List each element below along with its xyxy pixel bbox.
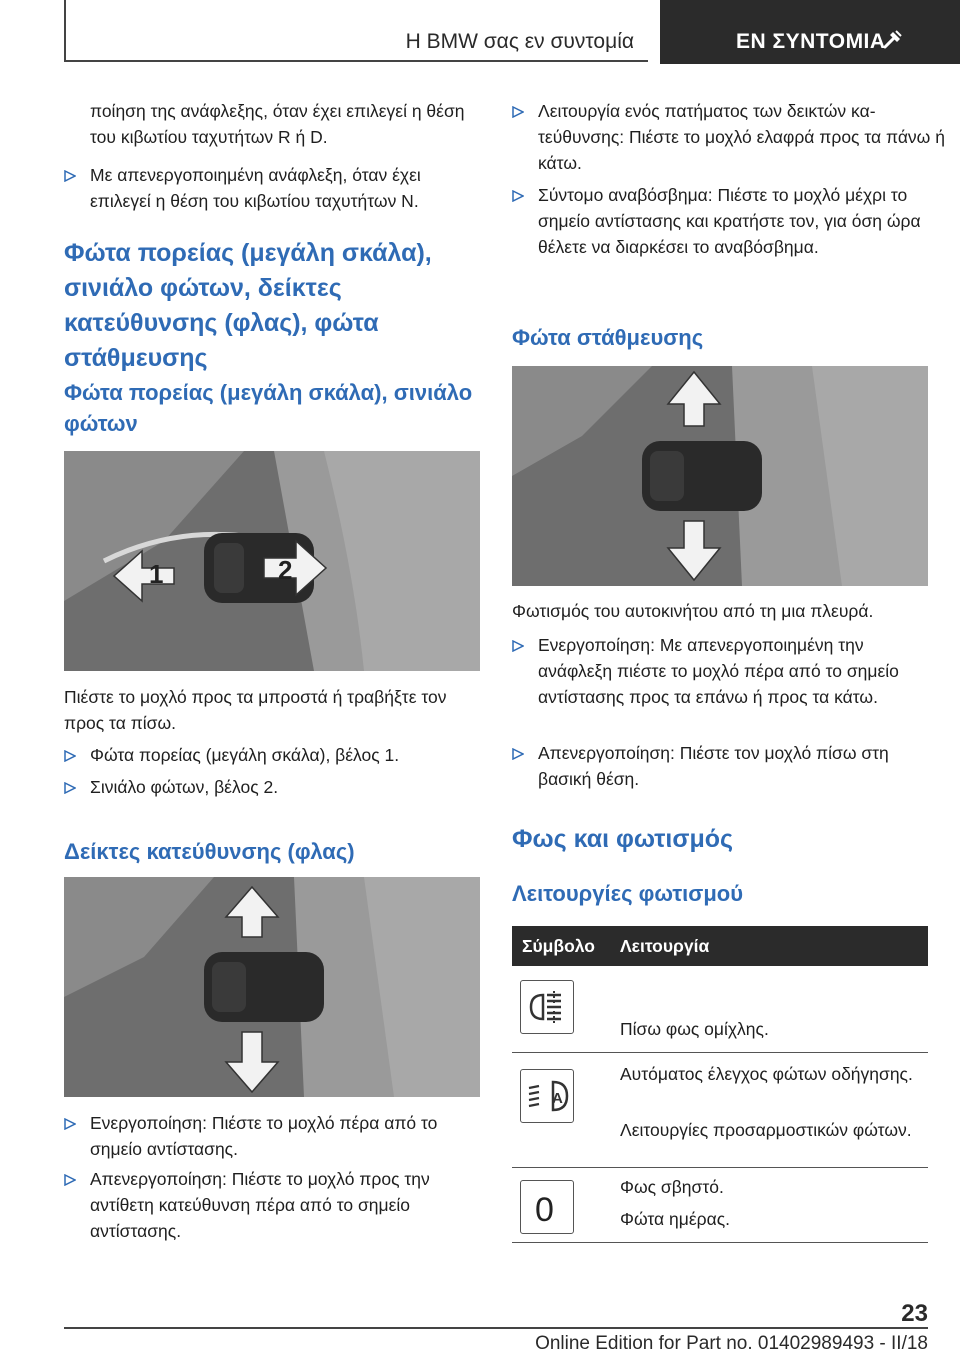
list-item xyxy=(64,1110,490,1162)
column-header-function: Λειτουργία xyxy=(620,936,710,956)
light-functions-table xyxy=(512,926,928,1243)
stalk-illustration xyxy=(64,451,480,671)
list-item xyxy=(512,632,938,710)
list-item xyxy=(64,162,482,214)
instruction-text: Πιέστε το μοχλό προς τα μπροστά ή τραβήξτε τον προς τα πίσω. xyxy=(64,687,447,733)
subsection-heading: Λειτουργίες φωτισμού xyxy=(512,881,744,906)
list-item-text: Σινιάλο φώτων, βέλος 2. xyxy=(90,777,279,797)
table-row xyxy=(512,1053,928,1168)
stalk-photo-parking xyxy=(512,366,928,586)
continued-text: ποίηση της ανάφλεξης, όταν έχει επιλεγεί η θέση του κιβωτίου ταχυτήτων R ή D. xyxy=(90,101,465,147)
list-item xyxy=(512,98,948,176)
list-item xyxy=(64,774,490,800)
list-item-text: Λειτουργία ενός πατήματος των δεικτών κατεύθυνσης: Πιέστε το μοχλό ελαφρά προς τα πάνω ή κάτω. xyxy=(538,101,945,173)
list-item-text: Φώτα πορείας (μεγάλη σκάλα), βέλος 1. xyxy=(90,745,400,765)
triangle-bullet-icon xyxy=(512,748,524,760)
rear-fog-light-icon xyxy=(520,980,574,1034)
table-row xyxy=(512,1168,928,1243)
subsection-heading: Φώτα στάθμευσης xyxy=(512,325,704,350)
tools-icon xyxy=(882,28,904,50)
svg-text:A: A xyxy=(552,1090,563,1107)
table-row xyxy=(512,966,928,1053)
triangle-bullet-icon xyxy=(64,1118,76,1130)
stalk-photo-high-beam xyxy=(64,451,480,671)
list-item xyxy=(64,742,490,768)
triangle-bullet-icon xyxy=(512,640,524,652)
triangle-bullet-icon xyxy=(64,1174,76,1186)
triangle-bullet-icon xyxy=(512,190,524,202)
list-item-text: Σύντομο αναβόσβημα: Πιέστε το μοχλό μέχρι το σημείο αντίστασης και κρατήστε τον, για όση ώρα θέλετε να διαρκέσει το αναβόσβημα. xyxy=(538,185,921,257)
arrow-label-2: 2 xyxy=(278,555,293,585)
page-number: 23 xyxy=(901,1300,928,1327)
chapter-tab[interactable] xyxy=(660,0,960,64)
list-item xyxy=(512,182,948,260)
subsection-heading: Δείκτες κατεύθυνσης (φλας) xyxy=(64,839,355,864)
stalk-illustration xyxy=(64,877,480,1097)
edition-text: Online Edition for Part no. 01402989493 - II/18 xyxy=(535,1333,928,1354)
table-header xyxy=(512,926,928,966)
list-item-text: Με απενεργοποιημένη ανάφλεξη, όταν έχει επιλεγεί η θέση του κιβωτίου ταχυτήτων N. xyxy=(90,165,421,211)
section-tab[interactable] xyxy=(64,0,648,62)
section-heading: Φώτα πορείας (μεγάλη σκάλα), σινιάλο φώτων, δείκτες κατεύθυνσης (φλας), φώτα στάθμευσης xyxy=(64,239,432,372)
list-item-text: Απενεργοποίηση: Πιέστε τον μοχλό πίσω στη βασική θέση. xyxy=(538,743,889,789)
list-item-text: Ενεργοποίηση: Με απενεργοποιημένη την ανάφλεξη πιέστε το μοχλό πέρα από το σημείο αντίστασης προς τα επάνω ή προς τα κάτω. xyxy=(538,635,899,707)
row-function-text: Πίσω φως ομίχλης. xyxy=(620,1019,769,1039)
triangle-bullet-icon xyxy=(64,750,76,762)
stalk-illustration xyxy=(512,366,928,586)
instruction-text: Φωτισμός του αυτοκινήτου από τη μια πλευρά. xyxy=(512,601,874,621)
row-function-text: Αυτόματος έλεγχος φώτων οδήγησης. xyxy=(620,1064,913,1084)
subsection-heading: Φώτα πορείας (μεγάλη σκάλα), σινιάλο φώτων xyxy=(64,380,473,436)
list-item xyxy=(512,740,938,792)
automatic-headlight-icon xyxy=(520,1069,574,1123)
column-header-symbol: Σύμβολο xyxy=(522,936,595,956)
section-heading: Φως και φωτισμός xyxy=(512,825,734,853)
list-item xyxy=(64,1166,490,1244)
triangle-bullet-icon xyxy=(512,106,524,118)
lights-off-icon xyxy=(520,1180,574,1234)
triangle-bullet-icon xyxy=(64,782,76,794)
list-item-text: Απενεργοποίηση: Πιέστε το μοχλό προς την αντίθετη κατεύθυνση πέρα από το σημείο αντίστασης. xyxy=(90,1169,430,1241)
list-item-text: Ενεργοποίηση: Πιέστε το μοχλό πέρα από το σημείο αντίστασης. xyxy=(90,1113,438,1159)
section-tab-label: Η BMW σας εν συντομία xyxy=(405,30,634,53)
triangle-bullet-icon xyxy=(64,170,76,182)
row-function-text: Φως σβηστό. xyxy=(620,1177,724,1197)
chapter-tab-label: ΕΝ ΣΥΝΤΟΜΙΑ xyxy=(736,30,886,53)
stalk-photo-turn-signal xyxy=(64,877,480,1097)
svg-text:0: 0 xyxy=(535,1191,554,1229)
row-function-text: Λειτουργίες προσαρμοστικών φώτων. xyxy=(620,1120,912,1140)
footer-divider xyxy=(64,1327,928,1329)
arrow-label-1: 1 xyxy=(149,559,164,589)
row-function-text: Φώτα ημέρας. xyxy=(620,1209,731,1229)
